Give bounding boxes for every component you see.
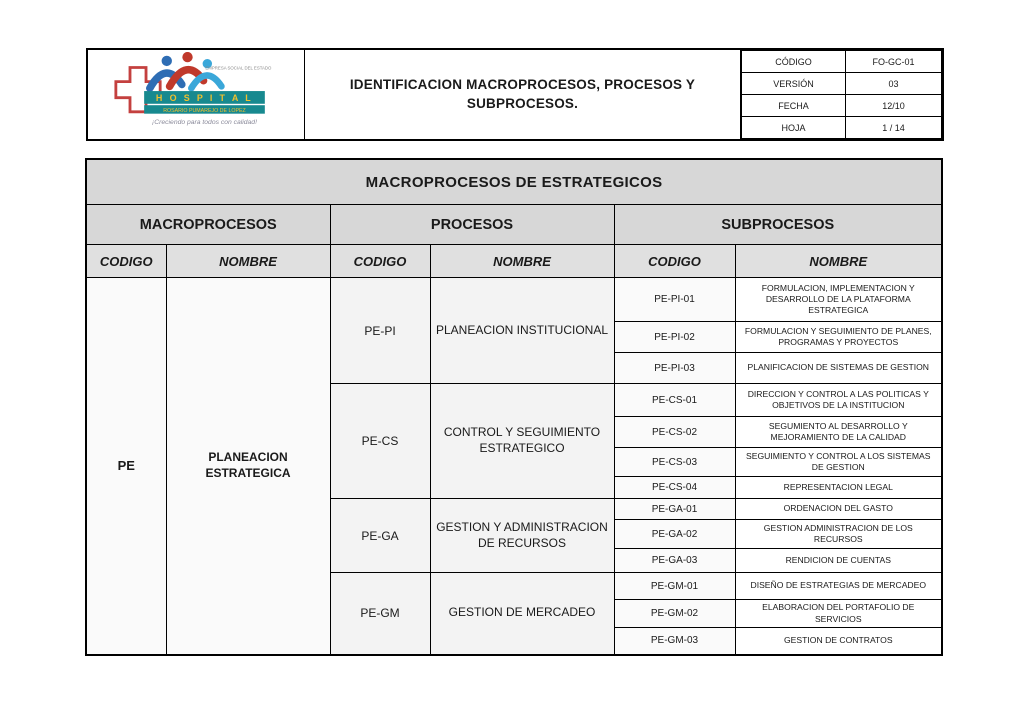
subproceso-nombre-cell: DISEÑO DE ESTRATEGIAS DE MERCADEO bbox=[735, 573, 942, 600]
document-header bbox=[86, 48, 938, 136]
proceso-nombre-cell: GESTION DE MERCADEO bbox=[430, 573, 614, 655]
macro-nombre-cell: PLANEACION ESTRATEGICA bbox=[166, 278, 330, 655]
meta-row bbox=[742, 73, 942, 95]
column-header-macro-nombre: NOMBRE bbox=[166, 245, 330, 278]
subproceso-codigo-cell: PE-PI-02 bbox=[614, 322, 735, 353]
subproceso-codigo-cell: PE-PI-03 bbox=[614, 353, 735, 384]
column-header-macro-codigo: CODIGO bbox=[86, 245, 166, 278]
macro-codigo-cell: PE bbox=[86, 278, 166, 655]
column-header-proceso-nombre: NOMBRE bbox=[430, 245, 614, 278]
meta-value-fecha: 12/10 bbox=[846, 95, 942, 117]
meta-row bbox=[742, 51, 942, 73]
logo-tagline-text: ¡Creciendo para todos con calidad! bbox=[152, 119, 257, 127]
subproceso-codigo-cell: PE-PI-01 bbox=[614, 278, 735, 322]
table-row bbox=[86, 278, 942, 322]
meta-value-codigo: FO-GC-01 bbox=[846, 51, 942, 73]
subproceso-nombre-cell: GESTION DE CONTRATOS bbox=[735, 628, 942, 655]
logo-hospital-text: H O S P I T A L bbox=[155, 92, 254, 103]
logo-cell bbox=[87, 49, 305, 140]
proceso-codigo-cell: PE-GM bbox=[330, 573, 430, 655]
subproceso-codigo-cell: PE-CS-01 bbox=[614, 384, 735, 417]
proceso-nombre-cell: PLANEACION INSTITUCIONAL bbox=[430, 278, 614, 384]
title-cell bbox=[305, 49, 741, 140]
meta-value-version: 03 bbox=[846, 73, 942, 95]
group-header-macroprocesos: MACROPROCESOS bbox=[86, 205, 330, 245]
document-title: IDENTIFICACION MACROPROCESOS, PROCESOS Y SUBPROCESOS. bbox=[349, 77, 696, 111]
proceso-nombre-cell: CONTROL Y SEGUIMIENTO ESTRATEGICO bbox=[430, 384, 614, 499]
logo-top-line: EMPRESA SOCIAL DEL ESTADO bbox=[205, 65, 272, 71]
group-header-procesos: PROCESOS bbox=[330, 205, 614, 245]
subproceso-codigo-cell: PE-CS-03 bbox=[614, 448, 735, 477]
proceso-nombre-cell: GESTION Y ADMINISTRACION DE RECURSOS bbox=[430, 499, 614, 573]
table-title: MACROPROCESOS DE ESTRATEGICOS bbox=[86, 159, 942, 205]
subproceso-nombre-cell: RENDICION DE CUENTAS bbox=[735, 549, 942, 573]
hospital-logo bbox=[97, 52, 295, 132]
subproceso-codigo-cell: PE-CS-02 bbox=[614, 417, 735, 448]
meta-label-hoja: HOJA bbox=[742, 117, 846, 139]
column-header-subproceso-nombre: NOMBRE bbox=[735, 245, 942, 278]
proceso-codigo-cell: PE-PI bbox=[330, 278, 430, 384]
column-header-row bbox=[86, 245, 942, 278]
subproceso-nombre-cell: REPRESENTACION LEGAL bbox=[735, 477, 942, 499]
document-meta-table bbox=[741, 50, 942, 139]
subproceso-nombre-cell: FORMULACION Y SEGUIMIENTO DE PLANES, PROGRAMAS Y PROYECTOS bbox=[735, 322, 942, 353]
header-row bbox=[87, 49, 943, 140]
subproceso-codigo-cell: PE-GA-01 bbox=[614, 499, 735, 520]
subproceso-codigo-cell: PE-GM-01 bbox=[614, 573, 735, 600]
meta-label-fecha: FECHA bbox=[742, 95, 846, 117]
subproceso-codigo-cell: PE-GM-03 bbox=[614, 628, 735, 655]
subproceso-nombre-cell: PLANIFICACION DE SISTEMAS DE GESTION bbox=[735, 353, 942, 384]
subproceso-nombre-cell: DIRECCION Y CONTROL A LAS POLITICAS Y OBJETIVOS DE LA INSTITUCION bbox=[735, 384, 942, 417]
main-table-wrap bbox=[85, 158, 941, 656]
subproceso-nombre-cell: ELABORACION DEL PORTAFOLIO DE SERVICIOS bbox=[735, 600, 942, 628]
group-header-row bbox=[86, 205, 942, 245]
header-table bbox=[86, 48, 944, 141]
macroprocesos-table bbox=[85, 158, 943, 656]
proceso-codigo-cell: PE-CS bbox=[330, 384, 430, 499]
subproceso-codigo-cell: PE-GM-02 bbox=[614, 600, 735, 628]
subproceso-codigo-cell: PE-GA-02 bbox=[614, 520, 735, 549]
subproceso-nombre-cell: ORDENACION DEL GASTO bbox=[735, 499, 942, 520]
meta-label-codigo: CÓDIGO bbox=[742, 51, 846, 73]
subproceso-nombre-cell: SEGUIMIENTO Y CONTROL A LOS SISTEMAS DE GESTION bbox=[735, 448, 942, 477]
meta-row bbox=[742, 117, 942, 139]
logo-subname-text: ROSARIO PUMAREJO DE LOPEZ bbox=[163, 107, 246, 114]
subproceso-nombre-cell: SEGUMIENTO AL DESARROLLO Y MEJORAMIENTO DE LA CALIDAD bbox=[735, 417, 942, 448]
subproceso-codigo-cell: PE-GA-03 bbox=[614, 549, 735, 573]
table-title-row bbox=[86, 159, 942, 205]
subproceso-nombre-cell: GESTION ADMINISTRACION DE LOS RECURSOS bbox=[735, 520, 942, 549]
group-header-subprocesos: SUBPROCESOS bbox=[614, 205, 942, 245]
column-header-subproceso-codigo: CODIGO bbox=[614, 245, 735, 278]
subproceso-codigo-cell: PE-CS-04 bbox=[614, 477, 735, 499]
meta-row bbox=[742, 95, 942, 117]
proceso-codigo-cell: PE-GA bbox=[330, 499, 430, 573]
red-cross-icon bbox=[116, 67, 160, 111]
meta-value-hoja: 1 / 14 bbox=[846, 117, 942, 139]
column-header-proceso-codigo: CODIGO bbox=[330, 245, 430, 278]
subproceso-nombre-cell: FORMULACION, IMPLEMENTACION Y DESARROLLO DE LA PLATAFORMA ESTRATEGICA bbox=[735, 278, 942, 322]
meta-cell bbox=[741, 49, 944, 140]
meta-label-version: VERSIÓN bbox=[742, 73, 846, 95]
